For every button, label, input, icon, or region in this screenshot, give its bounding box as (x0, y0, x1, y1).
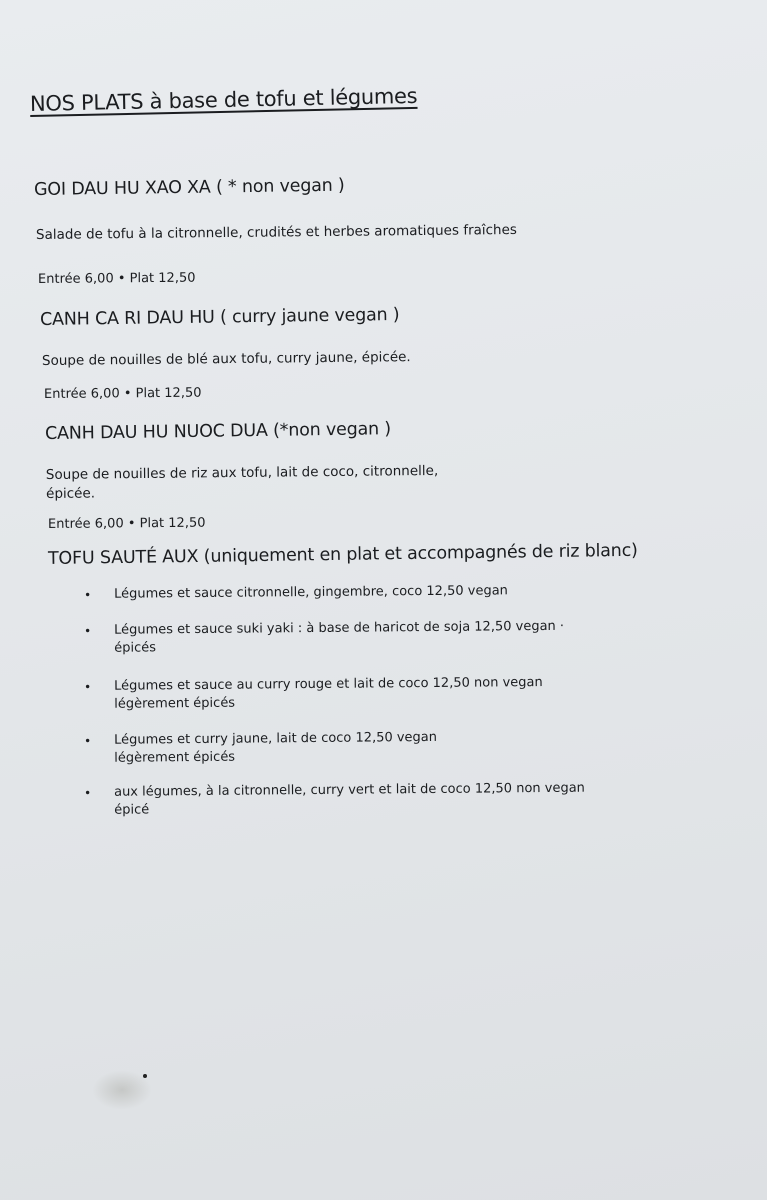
dish-name-goi-dau-hu: GOI DAU HU XAO XA ( * non vegan ) (33, 175, 345, 200)
list-item-line: Légumes et sauce suki yaki : à base de haricot de soja 12,50 vegan · (114, 618, 565, 638)
list-item-line: épicés (114, 640, 157, 656)
dish-description-line: Salade de tofu à la citronnelle, crudités et herbes aromatiques fraîches (35, 221, 518, 243)
dish-price: Entrée 6,00 • Plat 12,50 (43, 385, 202, 402)
list-item-line: Légumes et sauce citronnelle, gingembre, coco 12,50 vegan (114, 583, 508, 602)
dish-price: Entrée 6,00 • Plat 12,50 (37, 270, 196, 287)
dish-description-line: épicée. (46, 485, 96, 502)
paper-speck (143, 1074, 147, 1078)
list-item-line: épicé (114, 802, 150, 818)
page-title: NOS PLATS à base de tofu et légumes (29, 83, 418, 116)
dish-name-canh-ca-ri: CANH CA RI DAU HU ( curry jaune vegan ) (39, 304, 400, 330)
bullet-icon: • (84, 785, 92, 800)
dish-description (46, 462, 439, 504)
list-item-line: Légumes et curry jaune, lait de coco 12,50 vegan (114, 729, 438, 748)
dish-name-canh-dau-hu-nuoc-dua: CANH DAU HU NUOC DUA (*non vegan ) (44, 419, 392, 444)
dish-name-tofu-saute: TOFU SAUTÉ AUX (uniquement en plat et accompagnés de riz blanc) (47, 540, 638, 569)
bullet-icon: • (84, 623, 92, 638)
dish-description (36, 221, 517, 245)
list-item-line: Légumes et sauce au curry rouge et lait de coco 12,50 non vegan (114, 674, 543, 694)
dish-description-line: Soupe de nouilles de riz aux tofu, lait de coco, citronnelle, (45, 462, 439, 484)
bullet-icon: • (84, 587, 92, 602)
list-item-line: légèrement épicés (114, 695, 236, 712)
dish-price: Entrée 6,00 • Plat 12,50 (47, 515, 206, 532)
bullet-icon: • (84, 679, 92, 694)
list-item-line: aux légumes, à la citronnelle, curry vert et lait de coco 12,50 non vegan (114, 780, 585, 800)
list-item-line: légèrement épicés (114, 749, 236, 766)
dish-description-line: Soupe de nouilles de blé aux tofu, curry jaune, épicée. (41, 349, 411, 369)
dish-description (42, 348, 411, 371)
bullet-icon: • (84, 733, 92, 748)
